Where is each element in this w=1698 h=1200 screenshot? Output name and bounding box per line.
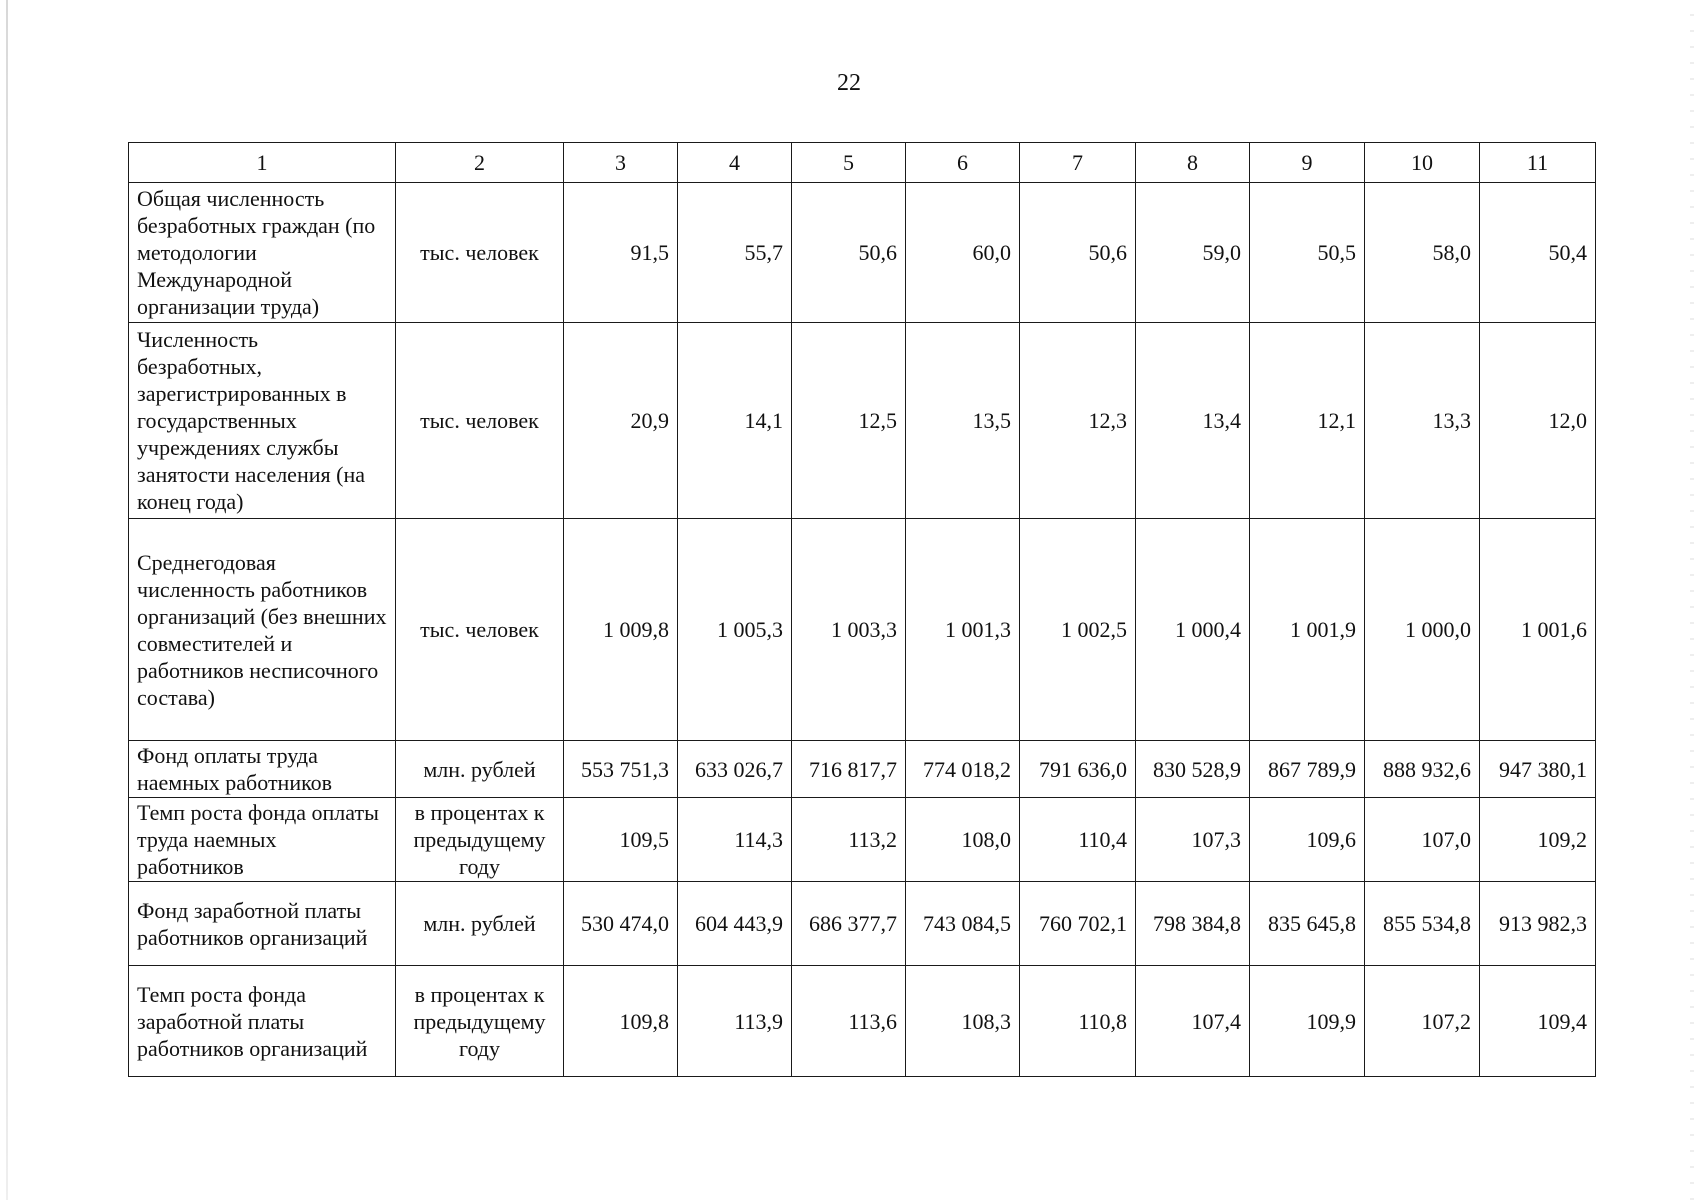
value-cell: 791 636,0 [1020, 741, 1136, 798]
value-cell: 798 384,8 [1136, 882, 1250, 966]
column-header: 4 [678, 143, 792, 183]
value-cell: 13,4 [1136, 323, 1250, 519]
table-row [129, 741, 1596, 798]
table-row [129, 798, 1596, 882]
value-cell: 59,0 [1136, 183, 1250, 323]
value-cell: 686 377,7 [792, 882, 906, 966]
value-cell: 888 932,6 [1365, 741, 1480, 798]
value-cell: 50,6 [1020, 183, 1136, 323]
value-cell: 14,1 [678, 323, 792, 519]
value-cell: 1 000,4 [1136, 519, 1250, 741]
table-row [129, 183, 1596, 323]
indicator-cell: Численность безработных, зарегистрированных в государственных учреждениях службы занятости населения (на конец года) [129, 323, 396, 519]
table-row [129, 966, 1596, 1077]
table-row [129, 519, 1596, 741]
value-cell: 633 026,7 [678, 741, 792, 798]
column-header: 5 [792, 143, 906, 183]
value-cell: 716 817,7 [792, 741, 906, 798]
table-row [129, 323, 1596, 519]
value-cell: 55,7 [678, 183, 792, 323]
value-cell: 835 645,8 [1250, 882, 1365, 966]
value-cell: 107,3 [1136, 798, 1250, 882]
header-row [129, 143, 1596, 183]
value-cell: 530 474,0 [564, 882, 678, 966]
value-cell: 110,4 [1020, 798, 1136, 882]
scan-edge-right [1690, 0, 1694, 1200]
indicator-cell: Общая численность безработных граждан (по методологии Международной организации труда) [129, 183, 396, 323]
value-cell: 12,5 [792, 323, 906, 519]
value-cell: 91,5 [564, 183, 678, 323]
column-header: 6 [906, 143, 1020, 183]
value-cell: 1 005,3 [678, 519, 792, 741]
value-cell: 12,1 [1250, 323, 1365, 519]
value-cell: 604 443,9 [678, 882, 792, 966]
value-cell: 1 009,8 [564, 519, 678, 741]
value-cell: 855 534,8 [1365, 882, 1480, 966]
value-cell: 109,2 [1480, 798, 1596, 882]
value-cell: 50,6 [792, 183, 906, 323]
value-cell: 830 528,9 [1136, 741, 1250, 798]
scan-edge-left [6, 0, 8, 1200]
value-cell: 774 018,2 [906, 741, 1020, 798]
value-cell: 743 084,5 [906, 882, 1020, 966]
indicator-cell: Темп роста фонда оплаты труда наемных работников [129, 798, 396, 882]
value-cell: 760 702,1 [1020, 882, 1136, 966]
column-header: 10 [1365, 143, 1480, 183]
unit-cell: млн. рублей [396, 741, 564, 798]
value-cell: 50,5 [1250, 183, 1365, 323]
value-cell: 553 751,3 [564, 741, 678, 798]
value-cell: 1 003,3 [792, 519, 906, 741]
page-number: 22 [837, 70, 861, 96]
value-cell: 947 380,1 [1480, 741, 1596, 798]
data-table [128, 142, 1596, 1077]
value-cell: 1 001,3 [906, 519, 1020, 741]
value-cell: 1 001,6 [1480, 519, 1596, 741]
value-cell: 107,4 [1136, 966, 1250, 1077]
unit-cell: тыс. человек [396, 519, 564, 741]
indicator-cell: Фонд оплаты труда наемных работников [129, 741, 396, 798]
indicator-cell: Фонд заработной платы работников организаций [129, 882, 396, 966]
unit-cell: в процентах к предыдущему году [396, 798, 564, 882]
value-cell: 110,8 [1020, 966, 1136, 1077]
unit-cell: млн. рублей [396, 882, 564, 966]
value-cell: 12,0 [1480, 323, 1596, 519]
column-header: 3 [564, 143, 678, 183]
value-cell: 113,6 [792, 966, 906, 1077]
value-cell: 1 002,5 [1020, 519, 1136, 741]
value-cell: 108,0 [906, 798, 1020, 882]
column-header: 2 [396, 143, 564, 183]
value-cell: 109,9 [1250, 966, 1365, 1077]
value-cell: 1 000,0 [1365, 519, 1480, 741]
unit-cell: тыс. человек [396, 183, 564, 323]
column-header: 8 [1136, 143, 1250, 183]
value-cell: 20,9 [564, 323, 678, 519]
column-header: 1 [129, 143, 396, 183]
value-cell: 107,0 [1365, 798, 1480, 882]
value-cell: 109,6 [1250, 798, 1365, 882]
value-cell: 108,3 [906, 966, 1020, 1077]
value-cell: 109,5 [564, 798, 678, 882]
value-cell: 50,4 [1480, 183, 1596, 323]
value-cell: 13,3 [1365, 323, 1480, 519]
value-cell: 913 982,3 [1480, 882, 1596, 966]
table-row [129, 882, 1596, 966]
value-cell: 1 001,9 [1250, 519, 1365, 741]
value-cell: 13,5 [906, 323, 1020, 519]
value-cell: 113,2 [792, 798, 906, 882]
column-header: 9 [1250, 143, 1365, 183]
value-cell: 867 789,9 [1250, 741, 1365, 798]
value-cell: 107,2 [1365, 966, 1480, 1077]
value-cell: 109,4 [1480, 966, 1596, 1077]
value-cell: 114,3 [678, 798, 792, 882]
unit-cell: в процентах к предыдущему году [396, 966, 564, 1077]
column-header: 7 [1020, 143, 1136, 183]
value-cell: 58,0 [1365, 183, 1480, 323]
value-cell: 60,0 [906, 183, 1020, 323]
column-header: 11 [1480, 143, 1596, 183]
value-cell: 109,8 [564, 966, 678, 1077]
indicator-cell: Среднегодовая численность работников организаций (без внешних совместителей и работников несписочного состава) [129, 519, 396, 741]
unit-cell: тыс. человек [396, 323, 564, 519]
value-cell: 113,9 [678, 966, 792, 1077]
value-cell: 12,3 [1020, 323, 1136, 519]
indicator-cell: Темп роста фонда заработной платы работников организаций [129, 966, 396, 1077]
